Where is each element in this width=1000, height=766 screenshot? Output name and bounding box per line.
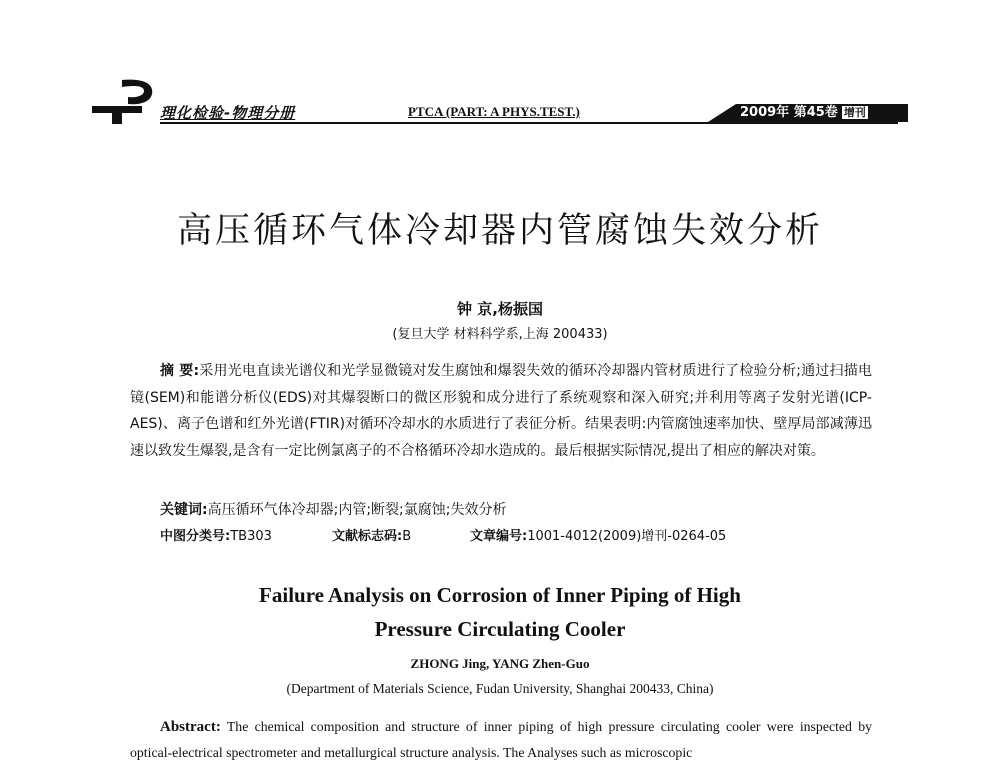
clc-number — [160, 525, 272, 544]
page-title-en — [0, 578, 1000, 646]
abstract-en-label: Abstract: — [160, 719, 221, 735]
journal-name-cn: 理化检验-物理分册 — [160, 104, 296, 122]
abstract-cn — [130, 358, 872, 464]
page-title-cn: 高压循环气体冷却器内管腐蚀失效分析 — [176, 211, 823, 251]
journal-name-en: PTCA (PART: A PHYS.TEST.) — [408, 104, 580, 119]
clc-value: TB303 — [230, 529, 272, 544]
document-code — [332, 525, 411, 544]
title-en-line-2: Pressure Circulating Cooler — [374, 617, 626, 641]
affiliation-en: (Department of Materials Science, Fudan University, Shanghai 200433, China) — [286, 681, 714, 696]
issue-label — [740, 104, 868, 122]
issue-year-volume: 2009年 第45卷 — [740, 105, 838, 120]
keywords-cn-text: 高压循环气体冷却器;内管;断裂;氯腐蚀;失效分析 — [207, 502, 507, 518]
authors-cn: 钟 京,杨振国 — [457, 300, 543, 318]
supplement-badge: 增刊 — [843, 106, 866, 119]
authors-en: ZHONG Jing, YANG Zhen-Guo — [410, 656, 590, 671]
journal-logo-icon — [92, 76, 162, 126]
keywords-cn — [160, 499, 506, 519]
doc-code-label: 文献标志码: — [332, 529, 403, 544]
title-en-line-1: Failure Analysis on Corrosion of Inner Piping of High — [259, 583, 741, 607]
doc-code-value: B — [402, 529, 412, 544]
abstract-en-text: The chemical composition and structure of inner piping of high pressure circulating cooler were inspected by optical-electrical spectrometer and metallurgical structure analysis. The Analyses such as microscopic — [130, 719, 873, 760]
abstract-cn-text: 采用光电直读光谱仪和光学显微镜对发生腐蚀和爆裂失效的循环冷却器内管材质进行了检验分析;通过扫描电镜(SEM)和能谱分析仪(EDS)对其爆裂断口的微区形貌和成分进行了系统观察和深入研究;并利用等离子发射光谱(ICP-AES)、离子色谱和红外光谱(FTIR)对循环冷却水的水质进行了表征分析。结果表明:内管腐蚀速率加快、壁厚局部减薄迅速以致发生爆裂,是含有一定比例氯离子的不合格循环冷却水造成的。最后根据实际情况,提出了相应的解决对策。 — [130, 363, 872, 459]
abstract-en — [130, 714, 872, 766]
header-rule — [160, 122, 898, 124]
article-number-value: 1001-4012(2009)增刊-0264-05 — [527, 529, 727, 544]
article-number — [470, 525, 726, 544]
keywords-cn-label: 关键词: — [160, 502, 208, 518]
article-number-label: 文章编号: — [470, 529, 528, 544]
abstract-cn-label: 摘 要: — [160, 363, 200, 379]
clc-label: 中图分类号: — [160, 529, 231, 544]
affiliation-cn: (复旦大学 材料科学系,上海 200433) — [392, 327, 608, 342]
